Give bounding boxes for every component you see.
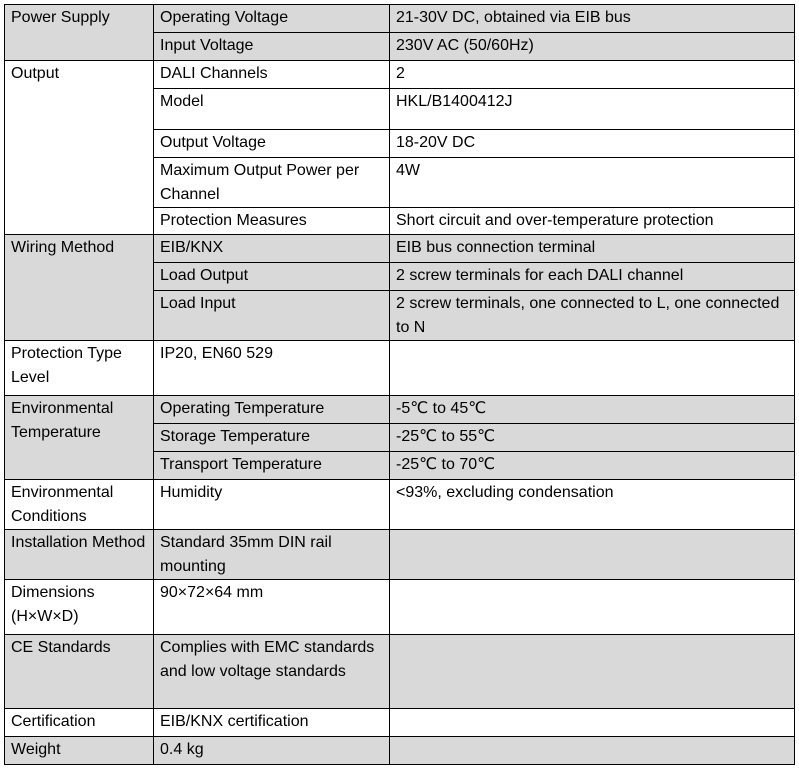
table-row	[5, 341, 795, 396]
spec-table	[4, 4, 795, 765]
param-cell: 0.4 kg	[154, 737, 390, 765]
value-cell: -25℃ to 55℃	[390, 424, 795, 452]
param-cell: Input Voltage	[154, 33, 390, 61]
param-cell: Load Output	[154, 263, 390, 291]
param-cell: IP20, EN60 529	[154, 341, 390, 396]
table-row	[5, 480, 795, 530]
group-cell: Dimensions (H×W×D)	[5, 580, 154, 635]
value-cell	[390, 580, 795, 635]
value-cell: 21-30V DC, obtained via EIB bus	[390, 5, 795, 33]
value-cell: -5℃ to 45℃	[390, 396, 795, 424]
value-cell: HKL/B1400412J	[390, 89, 795, 130]
table-row	[5, 61, 795, 89]
param-cell: Model	[154, 89, 390, 130]
value-cell: 2	[390, 61, 795, 89]
param-cell: Transport Temperature	[154, 452, 390, 480]
param-cell: EIB/KNX certification	[154, 709, 390, 737]
table-row	[5, 530, 795, 580]
group-cell: Installation Method	[5, 530, 154, 580]
value-cell	[390, 341, 795, 396]
group-cell: Power Supply	[5, 5, 154, 61]
param-cell: Protection Measures	[154, 208, 390, 235]
table-row	[5, 5, 795, 33]
value-cell	[390, 709, 795, 737]
table-row	[5, 635, 795, 709]
value-cell: -25℃ to 70℃	[390, 452, 795, 480]
value-cell	[390, 737, 795, 765]
group-cell: Weight	[5, 737, 154, 765]
group-cell: Protection Type Level	[5, 341, 154, 396]
group-cell: Output	[5, 61, 154, 235]
param-cell: DALI Channels	[154, 61, 390, 89]
param-cell: EIB/KNX	[154, 235, 390, 263]
table-row	[5, 737, 795, 765]
table-row	[5, 396, 795, 424]
value-cell: 2 screw terminals, one connected to L, one connected to N	[390, 291, 795, 341]
value-cell: EIB bus connection terminal	[390, 235, 795, 263]
value-cell: 4W	[390, 158, 795, 208]
group-cell: Wiring Method	[5, 235, 154, 341]
group-cell: Certification	[5, 709, 154, 737]
value-cell	[390, 530, 795, 580]
group-cell: Environmental Conditions	[5, 480, 154, 530]
table-row	[5, 235, 795, 263]
param-cell: Standard 35mm DIN rail mounting	[154, 530, 390, 580]
value-cell: 230V AC (50/60Hz)	[390, 33, 795, 61]
param-cell: Output Voltage	[154, 130, 390, 158]
param-cell: Humidity	[154, 480, 390, 530]
param-cell: Storage Temperature	[154, 424, 390, 452]
param-cell: Operating Voltage	[154, 5, 390, 33]
param-cell: Operating Temperature	[154, 396, 390, 424]
table-row	[5, 709, 795, 737]
table-row	[5, 580, 795, 635]
value-cell: 2 screw terminals for each DALI channel	[390, 263, 795, 291]
group-cell: Environmental Temperature	[5, 396, 154, 480]
value-cell: Short circuit and over-temperature protection	[390, 208, 795, 235]
param-cell: 90×72×64 mm	[154, 580, 390, 635]
param-cell: Maximum Output Power per Channel	[154, 158, 390, 208]
value-cell	[390, 635, 795, 709]
param-cell: Load Input	[154, 291, 390, 341]
value-cell: <93%, excluding condensation	[390, 480, 795, 530]
group-cell: CE Standards	[5, 635, 154, 709]
value-cell: 18-20V DC	[390, 130, 795, 158]
param-cell: Complies with EMC standards and low voltage standards	[154, 635, 390, 709]
